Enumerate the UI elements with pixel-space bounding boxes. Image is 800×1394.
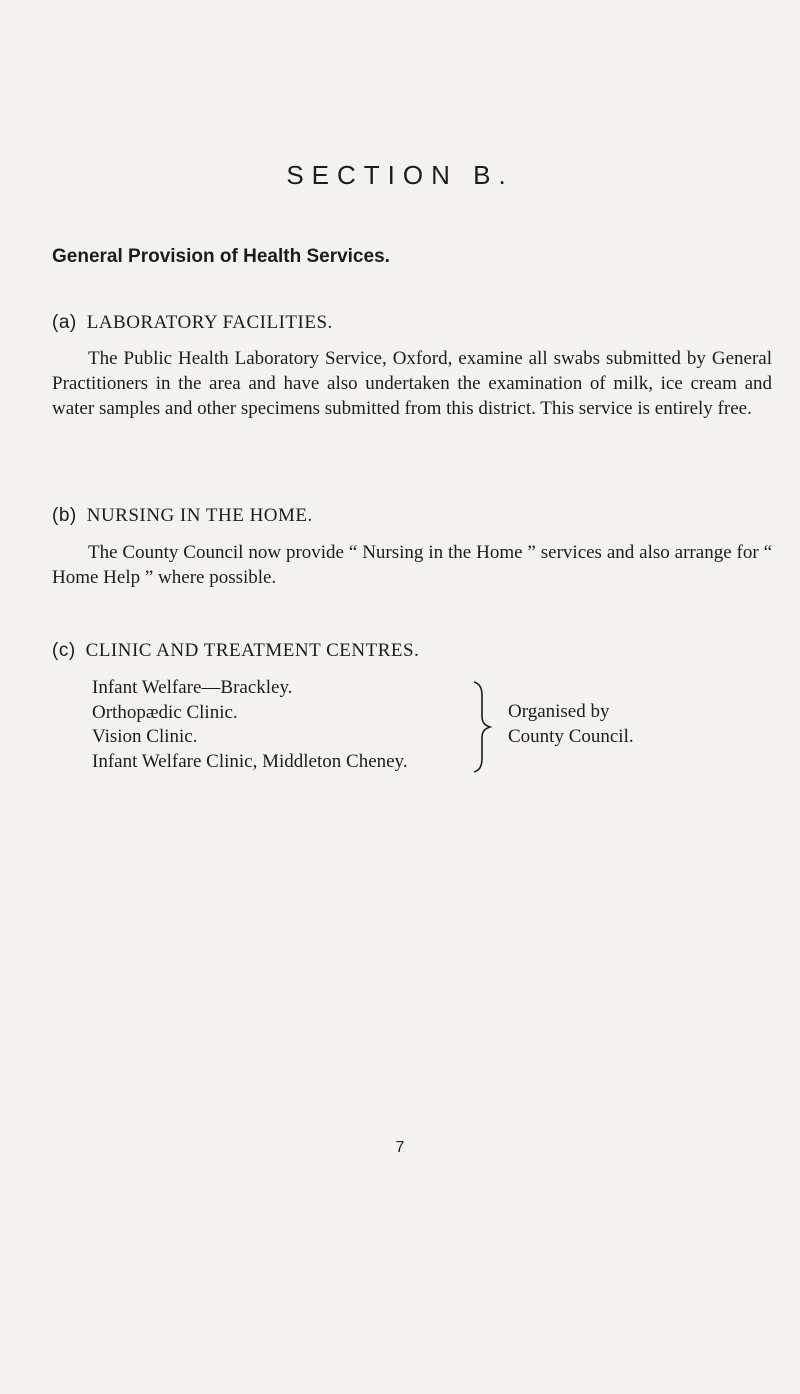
clinic-list: [92, 676, 408, 774]
section-b-heading: [52, 505, 313, 527]
section-a-heading: [52, 312, 333, 334]
organised-by-line: County Council.: [508, 725, 634, 747]
section-a-title: LABORATORY FACILITIES.: [86, 312, 333, 333]
section-c-heading: [52, 640, 419, 662]
organised-by-note: [508, 700, 634, 749]
organised-by-line: Organised by: [508, 701, 610, 722]
section-b-title: NURSING IN THE HOME.: [86, 505, 313, 526]
section-c-label: (c): [52, 640, 76, 661]
page-number: 7: [395, 1139, 405, 1156]
document-subtitle: General Provision of Health Services.: [52, 246, 390, 267]
section-b-text: The County Council now provide “ Nursing in the Home ” services and also arrange for “ Home Help ” where possible.: [52, 542, 772, 588]
right-brace-icon: [470, 678, 500, 776]
clinic-item: Orthopædic Clinic.: [92, 701, 238, 723]
section-a-label: (a): [52, 312, 77, 333]
clinic-item: Infant Welfare—Brackley.: [92, 677, 293, 698]
section-b-label: (b): [52, 505, 77, 526]
section-title: SECTION B.: [286, 160, 514, 190]
section-a-paragraph: [52, 346, 772, 421]
section-b-paragraph: [52, 540, 772, 590]
section-c-title: CLINIC AND TREATMENT CENTRES.: [85, 640, 420, 661]
section-a-text: The Public Health Laboratory Service, Oxford, examine all swabs submitted by General Practitioners in the area and have also undertaken the examination of milk, ice cream and water samples and other specimens submitted from this district. This service is entirely free.: [52, 348, 772, 419]
clinic-item: Vision Clinic.: [92, 726, 198, 747]
clinic-item: Infant Welfare Clinic, Middleton Cheney.: [92, 750, 408, 772]
